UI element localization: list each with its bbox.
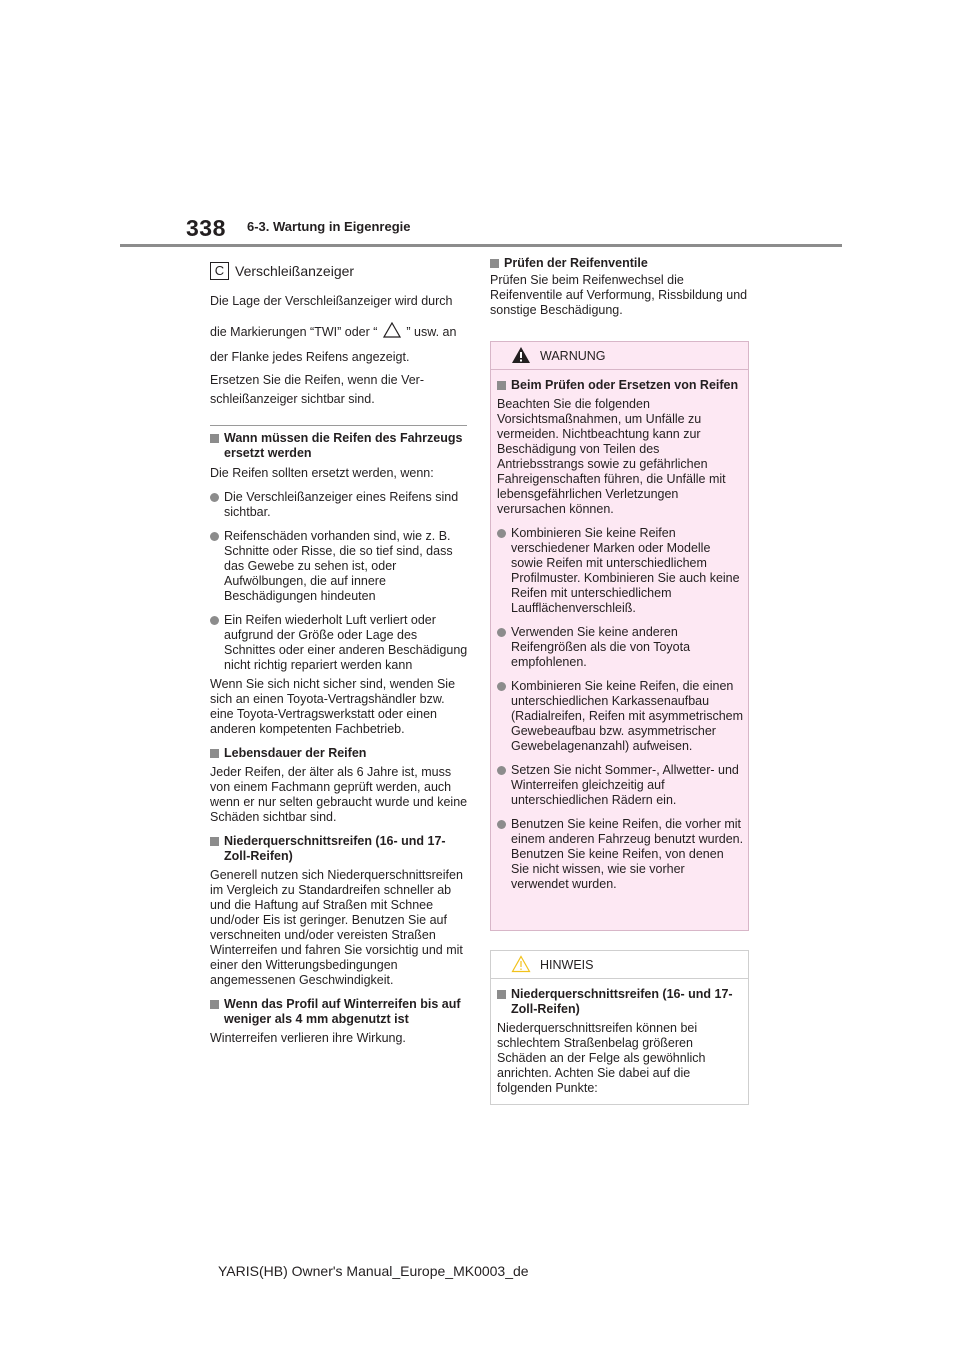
- hint-icon: [511, 955, 531, 973]
- winter-tread-text: Winterreifen verlieren ihre Wirkung.: [210, 1031, 406, 1045]
- warning-content: [497, 378, 745, 892]
- list-item: Verwenden Sie keine anderen Reifengrößen als die von Toyota empfohlenen.: [497, 625, 745, 670]
- square-bullet-icon: [497, 381, 506, 390]
- divider: [210, 425, 467, 426]
- square-bullet-icon: [497, 990, 506, 999]
- round-bullet-icon: [210, 493, 219, 502]
- list-item-continuation: Benutzen Sie keine Reifen, von denen Sie nicht wissen, wie sie vorher verwendet wurden.: [511, 847, 724, 891]
- warning-intro: Beachten Sie die folgenden Vorsichtsmaßnahmen, um Unfälle zu vermeiden. Nichtbeachtung kann zur Beschädigung von Teilen des Antriebsstrangs sowie zu gefährlichen Fahreigenschaften führen, die Unfälle mit lebensgefährlichen Verletzungen verursachen können.: [497, 397, 726, 516]
- square-bullet-icon: [210, 434, 219, 443]
- c-text-line-2: [210, 322, 456, 339]
- c-text-line-2a: die Markierungen “TWI” oder “: [210, 325, 378, 339]
- warning-icon: [511, 346, 531, 364]
- low-profile-text: Generell nutzen sich Niederquerschnittsreifen im Vergleich zu Standardreifen schneller ab und die Haftung auf Straßen mit Schnee und/oder Eis ist geringer. Benutzen Sie auf verschneiten und/oder vereisten Straßen Winterreifen und fahren Sie vorsichtig und mit einer den Witterungsbedingungen angemessenen Geschwindigkeit.: [210, 868, 463, 987]
- round-bullet-icon: [497, 766, 506, 775]
- item-letter-box: C: [210, 262, 229, 280]
- header-rule: [120, 244, 842, 247]
- triangle-mark-icon: [383, 322, 401, 338]
- tire-lifetime-text: Jeder Reifen, der älter als 6 Jahre ist, muss von einem Fachmann geprüft werden, auch wenn er nur selten gebraucht wurde und keine Schäden sichtbar sind.: [210, 765, 468, 824]
- list-item: Ein Reifen wiederholt Luft verliert oder aufgrund der Größe oder Lage des Schnittes oder einer anderen Beschädigung nicht richtig repariert werden kann: [210, 613, 468, 673]
- round-bullet-icon: [497, 820, 506, 829]
- round-bullet-icon: [497, 628, 506, 637]
- c-text-line-5: schleißanzeiger sichtbar sind.: [210, 392, 375, 406]
- round-bullet-icon: [497, 682, 506, 691]
- c-text-line-2b: ” usw. an: [406, 325, 457, 339]
- c-text-line-4: Ersetzen Sie die Reifen, wenn die Ver-: [210, 373, 425, 387]
- warning-label: WARNUNG: [540, 349, 606, 363]
- square-bullet-icon: [210, 749, 219, 758]
- heading-valves: Prüfen der Reifenventile: [490, 256, 752, 271]
- round-bullet-icon: [497, 529, 506, 538]
- page-number: 338: [186, 215, 226, 241]
- heading-winter-tread: Wenn das Profil auf Winterreifen bis auf weniger als 4 mm abgenutzt ist: [210, 997, 468, 1027]
- warning-heading: Beim Prüfen oder Ersetzen von Reifen: [497, 378, 745, 393]
- c-text-line-1: Die Lage der Verschleißanzeiger wird durch: [210, 294, 453, 308]
- list-item: Setzen Sie nicht Sommer-, Allwetter- und Winterreifen gleichzeitig auf unterschiedlichen Rädern ein.: [497, 763, 745, 808]
- list-item: Die Verschleißanzeiger eines Reifens sind sichtbar.: [210, 490, 468, 520]
- hint-content: [497, 987, 745, 1096]
- square-bullet-icon: [490, 259, 499, 268]
- item-title: Verschleißanzeiger: [235, 263, 355, 279]
- heading-low-profile: Niederquerschnittsreifen (16- und 17-Zoll-Reifen): [210, 834, 468, 864]
- round-bullet-icon: [210, 532, 219, 541]
- valves-section: [490, 256, 752, 318]
- hint-text: Niederquerschnittsreifen können bei schlechtem Straßenbelag größeren Schäden an der Felge als gewöhnlich anrichten. Achten Sie dabei auf die folgenden Punkte:: [497, 1021, 706, 1095]
- heading-tire-lifetime: Lebensdauer der Reifen: [210, 746, 468, 761]
- hint-label: HINWEIS: [540, 958, 594, 972]
- square-bullet-icon: [210, 837, 219, 846]
- list-item: Reifenschäden vorhanden sind, wie z. B. Schnitte oder Risse, die so tief sind, dass das Gewebe zu sehen ist, oder Aufwölbungen, die auf innere Beschädigungen hindeuten: [210, 529, 468, 604]
- list-item: Benutzen Sie keine Reifen, die vorher mit einem anderen Fahrzeug benutzt wurden.: [497, 817, 745, 847]
- c-text-line-3: der Flanke jedes Reifens angezeigt.: [210, 350, 410, 364]
- hint-heading: Niederquerschnittsreifen (16- und 17-Zoll-Reifen): [497, 987, 745, 1017]
- replace-outro: Wenn Sie sich nicht sicher sind, wenden Sie sich an einen Toyota-Vertragshändler bzw. eine Toyota-Vertragswerkstatt oder einen anderen kompetenten Fachbetrieb.: [210, 677, 456, 736]
- left-column: [210, 431, 468, 1046]
- list-item: Kombinieren Sie keine Reifen, die einen unterschiedlichen Karkassenaufbau (Radialreifen, Reifen mit asymmetrischem Gewebeaufbau bzw. asymmetrischer Gewebelagenanzahl) aufweisen.: [497, 679, 745, 754]
- replace-intro: Die Reifen sollten ersetzt werden, wenn:: [210, 466, 434, 480]
- section-title: 6-3. Wartung in Eigenregie: [247, 219, 411, 234]
- valves-text: Prüfen Sie beim Reifenwechsel die Reifenventile auf Verformung, Rissbildung und sonstige Beschädigung.: [490, 273, 748, 317]
- heading-replace-tires: Wann müssen die Reifen des Fahrzeugs ersetzt werden: [210, 431, 468, 461]
- square-bullet-icon: [210, 1000, 219, 1009]
- list-item: Kombinieren Sie keine Reifen verschiedener Marken oder Modelle sowie Reifen mit unterschiedlichem Profilmuster. Kombinieren Sie auch keine Reifen mit unterschiedlichem Laufflächenverschleiß.: [497, 526, 745, 616]
- footer-text: YARIS(HB) Owner's Manual_Europe_MK0003_de: [218, 1263, 529, 1279]
- round-bullet-icon: [210, 616, 219, 625]
